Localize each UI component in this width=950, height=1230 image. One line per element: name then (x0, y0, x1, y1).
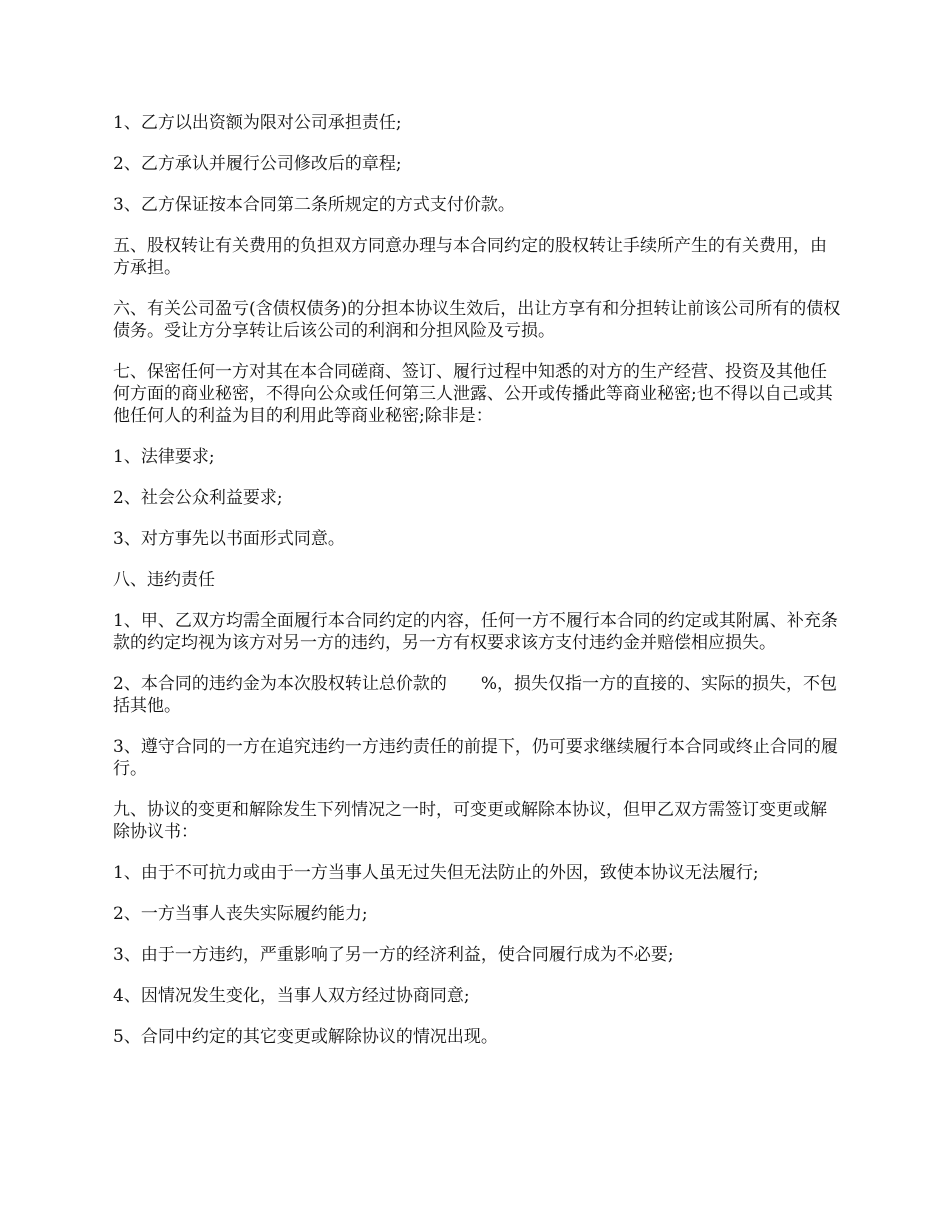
exception-3-written-consent: 3、对方事先以书面形式同意。 (113, 529, 345, 549)
liability-clause-3: 3、遵守合同的一方在追究违约一方违约责任的前提下，仍可要求继续履行本合同或终止合同的履行。 (113, 737, 838, 779)
modification-case-2: 2、一方当事人丧失实际履约能力; (113, 904, 368, 924)
section-6-profit-loss: 六、有关公司盈亏(含债权债务)的分担本协议生效后，出让方享有和分担转让前该公司所有的债权债务。受让方分享转让后该公司的利润和分担风险及亏损。 (113, 299, 841, 341)
section-5-transfer-fees: 五、股权转让有关费用的负担双方同意办理与本合同约定的股权转让手续所产生的有关费用，由 方承担。 (113, 236, 833, 278)
modification-case-3: 3、由于一方违约，严重影响了另一方的经济利益，使合同履行成为不必要; (113, 945, 674, 965)
exception-1-legal: 1、法律要求; (113, 447, 215, 467)
section-8-heading: 八、违约责任 (113, 570, 215, 590)
modification-case-1: 1、由于不可抗力或由于一方当事人虽无过失但无法防止的外因，致使本协议无法履行; (113, 863, 759, 883)
liability-clause-1: 1、甲、乙双方均需全面履行本合同约定的内容，任何一方不履行本合同的约定或其附属、补充条款的约定均视为该方对另一方的违约，另一方有权要求该方支付违约金并赔偿相应损失。 (113, 611, 838, 653)
document-body (113, 112, 843, 1067)
exception-2-public-interest: 2、社会公众利益要求; (113, 488, 283, 508)
modification-case-4: 4、因情况发生变化，当事人双方经过协商同意; (113, 986, 470, 1006)
liability-clause-2: 2、本合同的违约金为本次股权转让总价款的 %，损失仅指一方的直接的、实际的损失，不包括其他。 (113, 674, 837, 716)
section-7-confidentiality: 七、保密任何一方对其在本合同磋商、签订、履行过程中知悉的对方的生产经营、投资及其他任何方面的商业秘密，不得向公众或任何第三人泄露、公开或传播此等商业秘密;也不得以自己或其他任何人的利益为目的利用此等商业秘密;除非是： (113, 362, 833, 426)
modification-case-5: 5、合同中约定的其它变更或解除协议的情况出现。 (113, 1027, 498, 1047)
clause-1-limited-liability: 1、乙方以出资额为限对公司承担责任; (113, 113, 402, 133)
clause-3-payment-method: 3、乙方保证按本合同第二条所规定的方式支付价款。 (113, 195, 515, 215)
clause-2-articles-of-association: 2、乙方承认并履行公司修改后的章程; (113, 154, 402, 174)
section-9-modification: 九、协议的变更和解除发生下列情况之一时，可变更或解除本协议，但甲乙双方需签订变更或解除协议书： (113, 800, 827, 842)
